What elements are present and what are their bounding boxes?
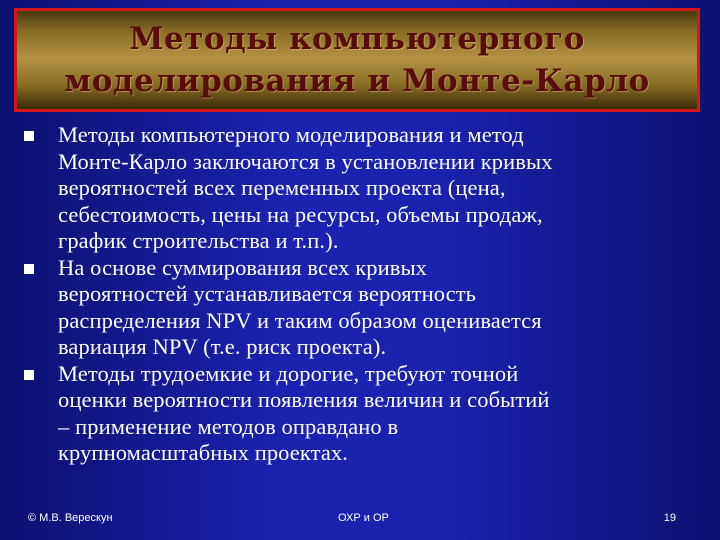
footer-course: ОХР и ОР (338, 512, 389, 524)
bullet-line: вариация NPV (т.е. риск проекта). (58, 334, 387, 359)
bullet-line: Методы компьютерного моделирования и метод (58, 122, 524, 147)
bullet-text (58, 361, 700, 467)
bullet-line: – применение методов оправдано в (58, 413, 399, 439)
title-banner (14, 8, 700, 112)
bullet-item (20, 255, 700, 361)
bullet-line: вероятностей всех переменных проекта (цена, (58, 175, 506, 200)
bullet-line: Монте-Карло заключаются в установлении кривых (58, 148, 553, 174)
slide-title-line-1: Методы компьютерного (129, 21, 585, 57)
bullet-text (58, 122, 700, 255)
bullet-line: распределения NPV и таким образом оценивается (58, 307, 542, 333)
square-bullet-icon (24, 131, 34, 141)
bullet-line: На основе суммирования всех кривых (58, 254, 428, 280)
bullet-list (20, 122, 700, 467)
bullet-item (20, 122, 700, 255)
page-number: 19 (663, 512, 676, 524)
square-bullet-icon (24, 370, 34, 380)
slide-footer (0, 512, 720, 528)
square-bullet-icon (24, 264, 34, 274)
bullet-line: график строительства и т.п.). (58, 228, 339, 253)
bullet-line: оценки вероятности появления величин и событий (58, 387, 550, 412)
bullet-item (20, 361, 700, 467)
bullet-line: крупномасштабных проектах. (58, 440, 349, 465)
bullet-text (58, 255, 700, 361)
bullet-line: себестоимость, цены на ресурсы, объемы продаж, (58, 201, 543, 227)
slide-title-line-2: моделирования и Монте-Карло (64, 63, 650, 99)
bullet-line: вероятностей устанавливается вероятность (58, 281, 477, 306)
footer-author: © М.В. Верескун (28, 512, 113, 524)
bullet-line: Методы трудоемкие и дорогие, требуют точной (58, 360, 519, 386)
